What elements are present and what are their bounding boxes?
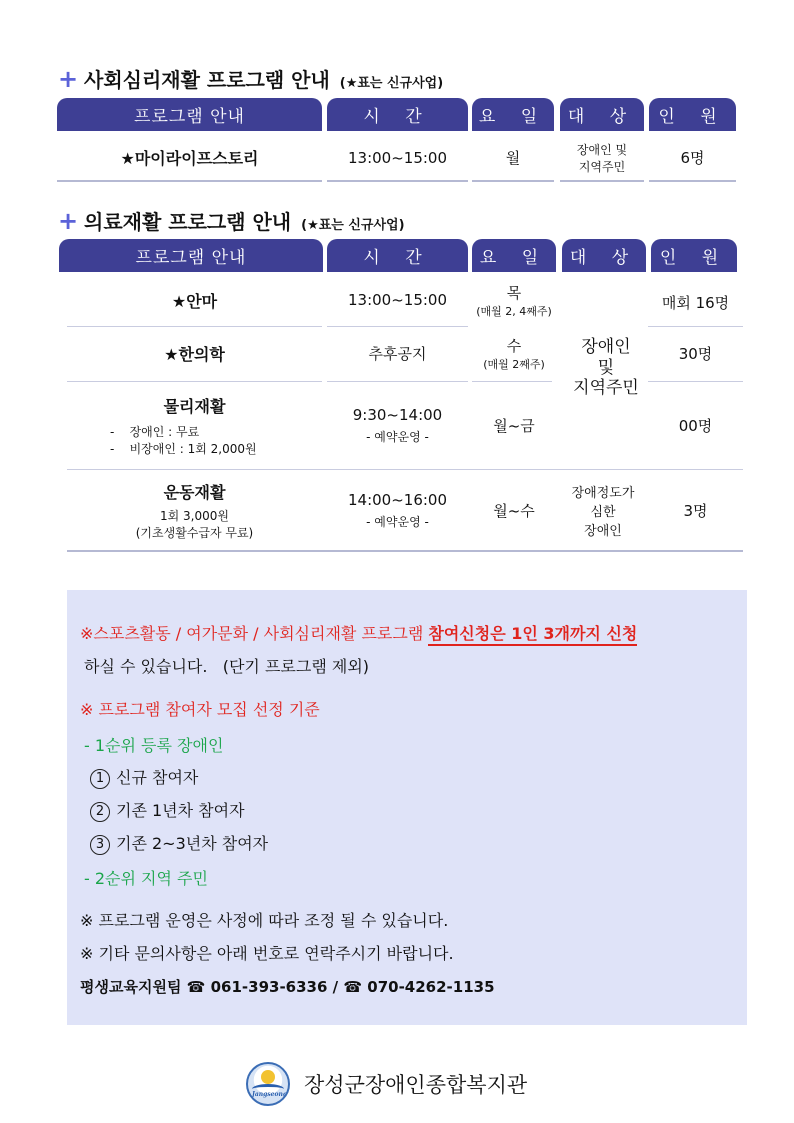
section2-note: (★표는 신규사업) bbox=[301, 218, 405, 233]
header-program: 프로그램 안내 bbox=[57, 98, 322, 131]
divider bbox=[327, 381, 468, 382]
s2-row2-day-note: (매월 2째주) bbox=[483, 357, 545, 371]
s2-row3-day: 월~금 bbox=[493, 417, 535, 435]
header-program: 프로그램 안내 bbox=[59, 239, 323, 272]
info-item bbox=[90, 831, 268, 855]
contact-team: 평생교육지원팀 bbox=[80, 978, 182, 996]
s2-row4-target-line2: 심한 bbox=[590, 504, 616, 520]
s2-row4-program-title: 운동재활 bbox=[163, 482, 226, 502]
org-logo bbox=[246, 1062, 290, 1106]
s1-target bbox=[560, 135, 644, 180]
phone-icon: ☎ bbox=[343, 978, 368, 996]
contact-phone2[interactable]: 070-4262-1135 bbox=[367, 978, 495, 996]
divider bbox=[560, 180, 644, 182]
divider bbox=[67, 326, 322, 327]
divider bbox=[472, 180, 554, 182]
s1-program: ★마이라이프스토리 bbox=[120, 149, 259, 168]
s2-row3-time bbox=[327, 383, 468, 468]
s2-row2-program: ★한의학 bbox=[164, 344, 225, 364]
logo-wordmark: Jangseong bbox=[252, 1091, 288, 1098]
s2-row3-detail2: - 비장애인 : 1회 2,000원 bbox=[110, 442, 257, 456]
header-target: 대 상 bbox=[560, 98, 644, 131]
info-item-text: 기존 1년차 참여자 bbox=[116, 801, 245, 820]
s2-row1-day-main: 목 bbox=[506, 283, 522, 302]
s2-row1-count: 매회 16명 bbox=[661, 294, 730, 312]
divider bbox=[57, 180, 322, 182]
divider bbox=[67, 469, 743, 470]
s2-row2-day bbox=[466, 327, 562, 379]
s2-row4-detail2: (기초생활수급자 무료) bbox=[135, 525, 254, 540]
s2-shared-target-line3: 지역주민 bbox=[573, 378, 639, 399]
info-line2: 하실 수 있습니다. (단기 프로그램 제외) bbox=[84, 657, 370, 676]
info-notice2: ※ 기타 문의사항은 아래 번호로 연락주시기 바랍니다. bbox=[80, 944, 454, 963]
contact-separator: / bbox=[327, 978, 344, 996]
header-target: 대 상 bbox=[562, 239, 646, 272]
circled-number-icon: 2 bbox=[90, 802, 110, 822]
s2-row4-time-main: 14:00~16:00 bbox=[347, 490, 448, 509]
section1-note: (★표는 신규사업) bbox=[339, 76, 444, 91]
plus-icon: + bbox=[58, 207, 79, 235]
s2-row4-count: 3명 bbox=[683, 501, 708, 520]
info-priority1: - 1순위 등록 장애인 bbox=[84, 736, 224, 755]
divider bbox=[327, 326, 468, 327]
header-count: 인 원 bbox=[649, 98, 736, 131]
s1-target-line1: 장애인 및 bbox=[576, 142, 628, 157]
s2-row3-program-title: 물리재활 bbox=[163, 397, 226, 416]
s1-time: 13:00~15:00 bbox=[347, 148, 448, 167]
s2-row1-day bbox=[466, 275, 562, 325]
section2-title bbox=[58, 206, 405, 235]
divider bbox=[648, 381, 743, 382]
footer bbox=[246, 1062, 527, 1106]
contact-phone1[interactable]: 061-393-6336 bbox=[210, 978, 328, 996]
s2-row4-time-note: - 예약운영 - bbox=[366, 514, 429, 529]
org-name: 장성군장애인종합복지관 bbox=[304, 1073, 528, 1097]
info-notice1: ※ 프로그램 운영은 사정에 따라 조정 될 수 있습니다. bbox=[80, 911, 449, 930]
info-item-text: 신규 참여자 bbox=[116, 768, 199, 787]
header-day: 요 일 bbox=[472, 98, 554, 131]
s2-row2-day-main: 수 bbox=[506, 336, 522, 355]
header-time: 시 간 bbox=[327, 239, 468, 272]
divider bbox=[67, 550, 743, 552]
info-item bbox=[90, 798, 245, 822]
s2-row3-count: 00명 bbox=[678, 417, 713, 435]
section1-title bbox=[58, 64, 443, 93]
s2-row1-time: 13:00~15:00 bbox=[347, 291, 448, 309]
s2-row4-target-line1: 장애정도가 bbox=[571, 485, 635, 501]
s2-row1-day-note: (매월 2, 4째주) bbox=[476, 304, 552, 318]
divider bbox=[327, 180, 468, 182]
s2-row3-time-note: - 예약운영 - bbox=[366, 430, 429, 444]
s2-row4-program bbox=[67, 470, 322, 550]
s2-row2-count: 30명 bbox=[678, 344, 713, 363]
circled-number-icon: 1 bbox=[90, 769, 110, 789]
s2-row2-time: 추후공지 bbox=[368, 344, 427, 363]
s2-shared-target-line2: 및 bbox=[597, 357, 615, 378]
info-item bbox=[90, 765, 198, 789]
s2-row1-program: ★안마 bbox=[171, 291, 218, 311]
s2-row3-program bbox=[67, 383, 322, 468]
plus-icon: + bbox=[58, 65, 79, 93]
info-item-text: 기존 2~3년차 참여자 bbox=[116, 834, 269, 853]
s2-row3-detail1: - 장애인 : 무료 bbox=[110, 425, 200, 439]
info-priority2: - 2순위 지역 주민 bbox=[84, 869, 208, 888]
s2-row4-detail1: 1회 3,000원 bbox=[160, 508, 229, 523]
s1-day: 월 bbox=[505, 149, 521, 167]
logo-sun-shape bbox=[261, 1070, 275, 1084]
s2-row4-time bbox=[327, 470, 468, 550]
divider bbox=[472, 381, 552, 382]
divider bbox=[648, 326, 743, 327]
info-box bbox=[67, 590, 747, 1025]
s2-row4-day: 월~수 bbox=[493, 501, 535, 520]
section2-heading: 의료재활 프로그램 안내 bbox=[84, 210, 292, 234]
s2-row3-time-main: 9:30~14:00 bbox=[352, 406, 443, 424]
s2-row4-target bbox=[558, 470, 648, 550]
s2-shared-target bbox=[558, 330, 654, 406]
s2-shared-target-line1: 장애인 bbox=[581, 337, 631, 358]
header-count: 인 원 bbox=[651, 239, 737, 272]
header-day: 요 일 bbox=[472, 239, 556, 272]
info-line1 bbox=[80, 621, 637, 644]
info-line1-highlight: 참여신청은 1인 3개까지 신청 bbox=[428, 624, 637, 646]
section1-heading: 사회심리재활 프로그램 안내 bbox=[84, 68, 330, 92]
s2-row4-target-line3: 장애인 bbox=[584, 523, 622, 539]
divider bbox=[649, 180, 736, 182]
info-contact bbox=[80, 976, 495, 997]
s1-target-line2: 지역주민 bbox=[578, 159, 626, 174]
info-criteria-title: ※ 프로그램 참여자 모집 선정 기준 bbox=[80, 700, 320, 719]
divider bbox=[67, 381, 322, 382]
header-time: 시 간 bbox=[327, 98, 468, 131]
s1-count: 6명 bbox=[680, 149, 705, 167]
circled-number-icon: 3 bbox=[90, 835, 110, 855]
phone-icon: ☎ bbox=[186, 978, 206, 996]
info-line1-text: ※스포츠활동 / 여가문화 / 사회심리재활 프로그램 bbox=[80, 624, 429, 643]
